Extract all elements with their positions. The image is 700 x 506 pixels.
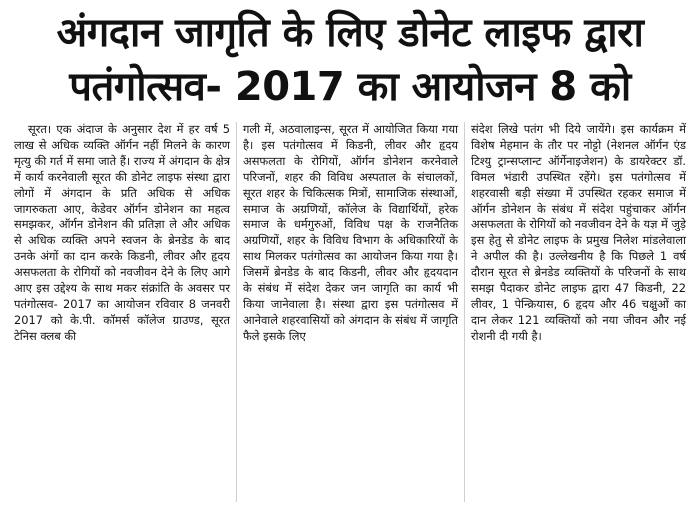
article-column-1-text: सूरत। एक अंदाज के अनुसार देश में हर वर्ष 5 लाख से अधिक व्यक्ति ऑर्गन नहीं मिलने के कारण मृत्यु की गर्त में समा जाते हैं। राज्य में अंगदान के क्षेत्र में कार्य करनेवाली सूरत की डोनेट लाइफ संस्था द्वारा लोगों में अंगदान के प्रति अधिक से अधिक जागरुकता आए, केडेवर ऑर्गन डोनेशन का महत्व समझकर, ऑर्गन डोनेशन की प्रतिज्ञा ले और अधिक से अधिक व्यक्ति अपने स्वजन के ब्रेनडेड के बाद उनके अंगों का दान करके किडनी, लीवर और हृदय असफलता के रोगियों को नवजीवन देने के लिए आगे आए इस उद्देश्य के साथ मकर संक्रांति के अवसर पर पतंगोत्सव- 2017 का आयोजन रविवार 8 जनवरी 2017 को के.पी. कॉमर्स कॉलेज ग्राउण्ड, सूरत टेनिस क्लब की (14, 122, 230, 343)
headline-line-1: अंगदान जागृति के लिए डोनेट लाइफ द्वारा (56, 10, 644, 56)
article-column-1 (8, 122, 236, 502)
article-column-2-text: गली में, अठवालाइन्स, सूरत में आयोजित किया गया है। इस पतंगोत्सव में किडनी, लीवर और हृदय असफलता के रोगियों, ऑर्गन डोनेशन करनेवाले परिजनों, शहर की विविध अस्पताल के संचालकों, सूरत शहर के चिकित्सक मित्रों, सामाजिक संस्थाओं, समाज के अग्रणियों, कॉलेज के विद्यार्थियों, हरेक समाज के धर्मगुरुओं, विविध पक्ष के राजनैतिक अग्रणियों, शहर के विविध विभाग के अधिकारियों के साथ मिलकर पतंगोत्सव का आयोजन किया गया है। जिसमें ब्रेनडेड के बाद किडनी, लीवर और हृदयदान के संबंध में संदेश देकर जन जागृति का कार्य भी किया जानेवाला है। संस्था द्वारा इस पतंगोत्सव में आनेवाले शहरवासियों को अंगदान के संबंध में जागृति फैले इसके लिए (243, 122, 458, 343)
article-column-3 (464, 122, 692, 502)
article-columns (8, 122, 694, 502)
article-column-2 (236, 122, 464, 502)
article-column-3-text: संदेश लिखे पतंग भी दिये जायेंगे। इस कार्यक्रम में विशेष मेहमान के तौर पर नोट्टो (नेशनल ऑर्गन एंड टिश्यु ट्रान्सप्लान्ट ऑर्गेनाइजेशन) के डायरेक्टर डॉ. विमल भंडारी उपस्थित रहेंगे। इस पतंगोत्सव में शहरवासी बड़ी संख्या में उपस्थित रहकर समाज में ऑर्गन डोनेशन के संबंध में संदेश पहुंचाकर ऑर्गन असफलता के रोगियों को नवजीवन देने के यज्ञ में जुड़े इस हेतु से डोनेट लाइफ के प्रमुख निलेश मांडलेवाला ने अपील की है। उल्लेखनीय है कि पिछले 1 वर्ष दौरान सूरत से ब्रेनडेड व्यक्तियों के परिजनों के साथ समझ पैदाकर डोनेट लाइफ द्वारा 47 किडनी, 22 लीवर, 1 पेन्क्रियास, 6 हृदय और 46 चक्षुओं का दान लेकर 121 व्यक्तियों को नया जीवन और नई रोशनी दी गयी है। (471, 122, 687, 343)
headline-line-2: पतंगोत्सव- 2017 का आयोजन 8 को (69, 64, 631, 110)
